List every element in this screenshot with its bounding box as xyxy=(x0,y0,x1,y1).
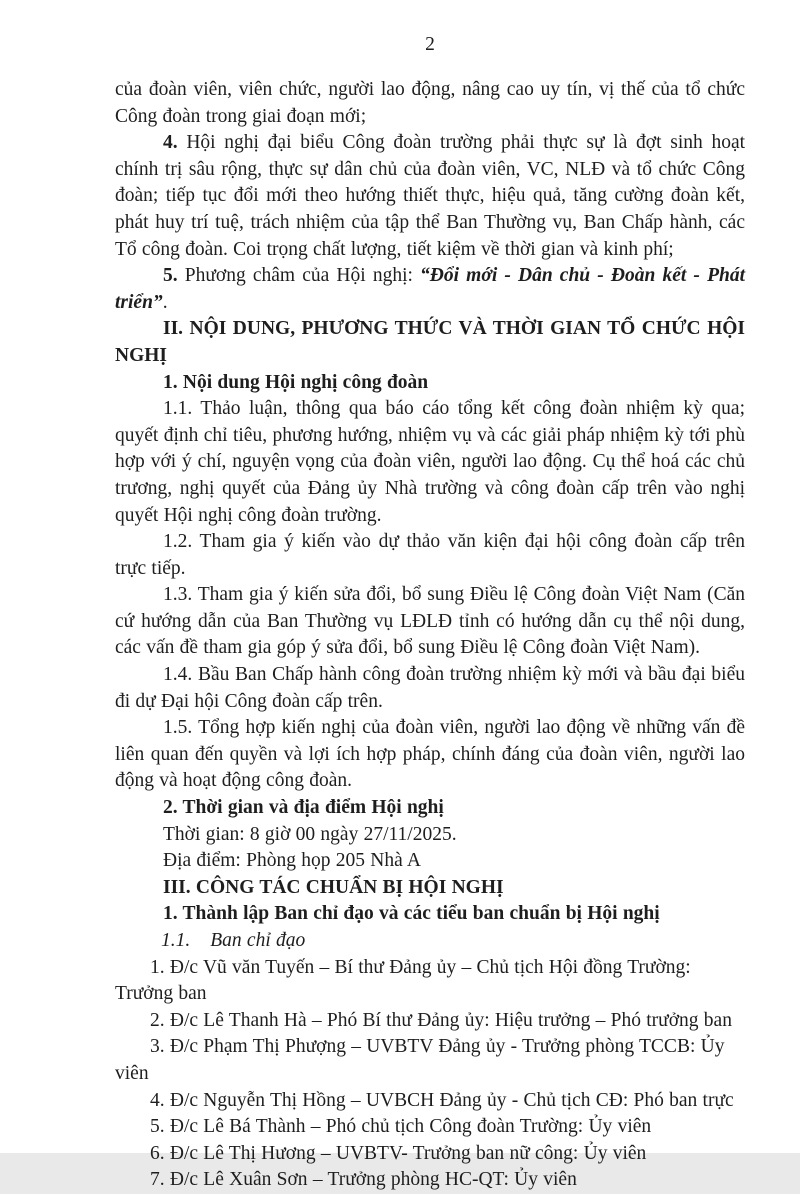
section-iii-sub1-heading: 1. Thành lập Ban chỉ đạo và các tiểu ban chuẩn bị Hội nghị xyxy=(163,903,660,925)
subsection-1-1-heading xyxy=(115,928,745,955)
subsection-1-1-title: Ban chỉ đạo xyxy=(210,930,306,951)
steering-committee-member-6: 6. Đ/c Lê Thị Hương – UVBTV- Trưởng ban nữ công: Ủy viên xyxy=(150,1142,647,1164)
paragraph-1-2: 1.2. Tham gia ý kiến vào dự thảo văn kiện đại hội công đoàn cấp trên trực tiếp. xyxy=(115,531,745,579)
steering-committee-member-7: 7. Đ/c Lê Xuân Sơn – Trưởng phòng HC-QT: Ủy viên xyxy=(150,1169,577,1191)
item-4-number: 4. xyxy=(163,132,178,154)
item-5-paragraph xyxy=(115,263,745,316)
section-ii-sub2-heading: 2. Thời gian và địa điểm Hội nghị xyxy=(163,797,444,819)
paragraph-1-4: 1.4. Bầu Ban Chấp hành công đoàn trường nhiệm kỳ mới và bầu đại biểu đi dự Đại hội Công đoàn cấp trên. xyxy=(115,664,745,712)
steering-committee-member-2: 2. Đ/c Lê Thanh Hà – Phó Bí thư Đảng ủy: Hiệu trưởng – Phó trưởng ban xyxy=(150,1009,732,1031)
item-4-text: Hội nghị đại biểu Công đoàn trường phải thực sự là đợt sinh hoạt chính trị sâu rộng, thực sự dân chủ của đoàn viên, VC, NLĐ và tổ chức Công đoàn; tiếp tục đổi mới theo hướng thiết thực, hiệu quả, tăng cường đoàn kết, phát huy trí tuệ, trách nhiệm của tập thể Ban Thường vụ, Ban Chấp hành, các Tổ công đoàn. Coi trọng chất lượng, tiết kiệm về thời gian và kinh phí; xyxy=(115,132,746,260)
steering-committee-member-1: 1. Đ/c Vũ văn Tuyến – Bí thư Đảng ủy – Chủ tịch Hội đồng Trường: Trưởng ban xyxy=(115,956,691,1005)
conference-motto: “Đổi mới - Dân chủ - Đoàn kết - Phát triển” xyxy=(115,265,745,313)
steering-committee-member-5: 5. Đ/c Lê Bá Thành – Phó chủ tịch Công đoàn Trường: Ủy viên xyxy=(150,1116,652,1138)
item-5-lead: Phương châm của Hội nghị: xyxy=(184,265,413,287)
item-4-paragraph xyxy=(115,130,745,263)
subsection-1-1-number: 1.1. xyxy=(161,930,191,951)
document-body xyxy=(115,77,745,1194)
meeting-place-line: Địa điểm: Phòng họp 205 Nhà A xyxy=(163,850,421,872)
meeting-time-line: Thời gian: 8 giờ 00 ngày 27/11/2025. xyxy=(163,823,457,845)
paragraph-1-1: 1.1. Thảo luận, thông qua báo cáo tổng kết công đoàn nhiệm kỳ qua; quyết định chỉ tiêu, phương hướng, nhiệm vụ và các giải pháp nhiệm kỳ tới phù hợp với ý chí, nguyện vọng của đoàn viên, người lao động. Cụ thể hoá các chủ trương, nghị quyết của Đảng ủy Nhà trường và công đoàn cấp trên vào nghị quyết Hội nghị công đoàn trường. xyxy=(115,398,745,526)
page-number: 2 xyxy=(425,34,435,55)
section-ii-sub1-heading: 1. Nội dung Hội nghị công đoàn xyxy=(163,371,429,393)
section-ii-heading: II. NỘI DUNG, PHƯƠNG THỨC VÀ THỜI GIAN TỔ CHỨC HỘI NGHỊ xyxy=(115,318,745,366)
item-5-number: 5. xyxy=(163,265,178,287)
steering-committee-member-3: 3. Đ/c Phạm Thị Phượng – UVBTV Đảng ủy - Trưởng phòng TCCB: Ủy viên xyxy=(115,1036,725,1084)
intro-continuation-paragraph: của đoàn viên, viên chức, người lao động, nâng cao uy tín, vị thế của tổ chức Công đoàn trong giai đoạn mới; xyxy=(115,79,745,127)
section-iii-heading: III. CÔNG TÁC CHUẨN BỊ HỘI NGHỊ xyxy=(163,876,504,898)
steering-committee-member-4: 4. Đ/c Nguyễn Thị Hồng – UVBCH Đảng ủy - Chủ tịch CĐ: Phó ban trực xyxy=(150,1089,734,1111)
paragraph-1-5: 1.5. Tổng hợp kiến nghị của đoàn viên, người lao động về những vấn đề liên quan đến quyền và lợi ích hợp pháp, chính đáng của đoàn viên, người lao động và hoạt động công đoàn. xyxy=(115,717,745,792)
paragraph-1-3: 1.3. Tham gia ý kiến sửa đổi, bổ sung Điều lệ Công đoàn Việt Nam (Căn cứ hướng dẫn của Ban Thường vụ LĐLĐ tỉnh có hướng dẫn cụ thể nội dung, các vấn đề tham gia góp ý sửa đổi, bổ sung Điều lệ Công đoàn Việt Nam). xyxy=(115,584,745,659)
item-5-tail: . xyxy=(162,291,168,313)
